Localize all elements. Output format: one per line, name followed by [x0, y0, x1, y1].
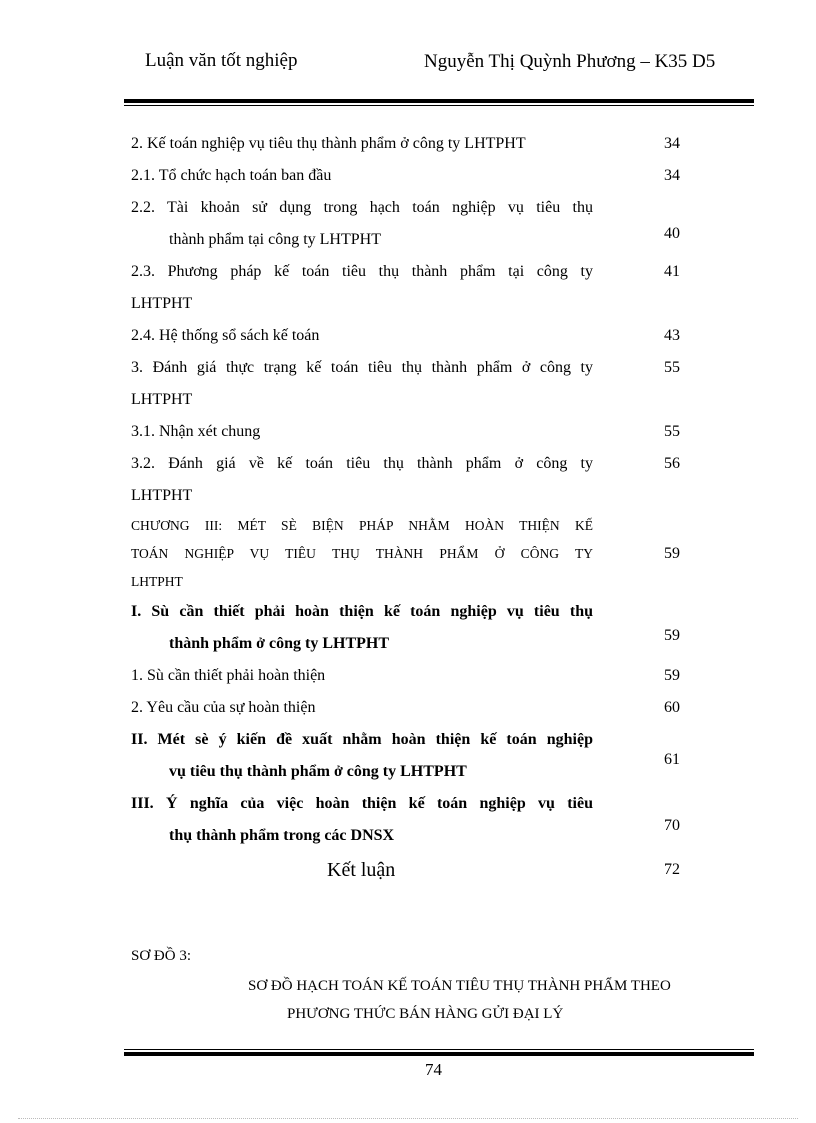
toc-entry-text: II. Mét sè ý kiến đề xuất nhằm hoàn thiện kế toán nghiệp	[131, 731, 593, 748]
page-edge-divider	[18, 1118, 798, 1119]
toc-entry	[131, 320, 691, 352]
diagram-title-line1: SƠ ĐỒ HẠCH TOÁN KẾ TOÁN TIÊU THỤ THÀNH PHẨM THEO	[248, 978, 671, 994]
toc-entry	[131, 352, 691, 416]
toc-entry	[131, 692, 691, 724]
toc-entry-page: 70	[664, 817, 680, 834]
header-rule	[124, 99, 754, 106]
toc-entry	[131, 128, 691, 160]
toc-entry-page: 72	[664, 861, 680, 878]
toc-entry-text: thành phẩm tại công ty LHTPHT	[169, 231, 381, 248]
toc-entry-text: 2.2. Tài khoản sử dụng trong hạch toán nghiệp vụ tiêu thụ	[131, 199, 593, 216]
toc-entry-page: 41	[664, 263, 680, 280]
table-of-contents	[131, 128, 691, 886]
header-author-title: Luận văn tốt nghiệp	[145, 50, 298, 71]
footer-rule	[124, 1049, 754, 1056]
toc-entry	[131, 448, 691, 512]
toc-entry	[131, 192, 691, 256]
toc-entry-text: LHTPHT	[131, 391, 193, 408]
toc-entry-page: 40	[664, 225, 680, 242]
toc-entry-text: 3.1. Nhận xét chung	[131, 423, 261, 440]
toc-entry-text: 2.3. Phương pháp kế toán tiêu thụ thành phẩm tại công ty	[131, 263, 593, 280]
toc-entry-section	[131, 724, 691, 788]
toc-entry-page: 43	[664, 327, 680, 344]
toc-entry-text: 3. Đánh giá thực trạng kế toán tiêu thụ thành phẩm ở công ty	[131, 359, 593, 376]
toc-entry-text: CHƯƠNG III: MÉT SÈ BIỆN PHÁP NHẰM HOÀN THIỆN KẾ	[131, 518, 593, 533]
toc-entry-page: 60	[664, 699, 680, 716]
diagram-label: SƠ ĐỒ 3:	[131, 948, 192, 964]
toc-entry-text: LHTPHT	[131, 574, 183, 589]
toc-entry-text: 2.1. Tổ chức hạch toán ban đầu	[131, 167, 332, 184]
toc-entry-page: 34	[664, 135, 680, 152]
toc-entry-text: I. Sù cần thiết phải hoàn thiện kế toán nghiệp vụ tiêu thụ	[131, 603, 593, 620]
toc-entry-page: 56	[664, 455, 680, 472]
page-number: 74	[425, 1060, 442, 1079]
toc-entry-section	[131, 788, 691, 852]
toc-entry-text: III. Ý nghĩa của việc hoàn thiện kế toán nghiệp vụ tiêu	[131, 795, 593, 812]
toc-entry-text: 1. Sù cần thiết phải hoàn thiện	[131, 667, 326, 684]
header-author-name: Nguyễn Thị Quỳnh Phương – K35 D5	[424, 51, 716, 72]
toc-entry-text: thành phẩm ở công ty LHTPHT	[169, 635, 390, 652]
toc-entry-page: 34	[664, 167, 680, 184]
toc-entry-page: 61	[664, 751, 680, 768]
toc-entry-text: 2.4. Hệ thống sổ sách kế toán	[131, 327, 320, 344]
toc-entry-text: 2. Yêu cầu của sự hoàn thiện	[131, 699, 316, 716]
toc-entry	[131, 256, 691, 320]
toc-entry-text: vụ tiêu thụ thành phẩm ở công ty LHTPHT	[169, 763, 467, 780]
toc-entry-text: 2. Kế toán nghiệp vụ tiêu thụ thành phẩm ở công ty LHTPHT	[131, 135, 526, 152]
toc-entry	[131, 660, 691, 692]
toc-entry-chapter	[131, 512, 691, 596]
toc-entry-page: 59	[664, 545, 680, 562]
toc-entry	[131, 160, 691, 192]
toc-entry-text: LHTPHT	[131, 295, 193, 312]
toc-entry-page: 59	[664, 667, 680, 684]
toc-entry-text: thụ thành phẩm trong các DNSX	[169, 827, 395, 844]
toc-entry	[131, 416, 691, 448]
toc-entry-text: TOÁN NGHIỆP VỤ TIÊU THỤ THÀNH PHẨM Ở CÔNG TY	[131, 546, 593, 561]
diagram-title-line2: PHƯƠNG THỨC BÁN HÀNG GỬI ĐẠI LÝ	[287, 1006, 564, 1022]
toc-entry-page: 59	[664, 627, 680, 644]
toc-entry-text: LHTPHT	[131, 487, 193, 504]
toc-entry-conclusion	[131, 854, 691, 886]
toc-entry-section	[131, 596, 691, 660]
toc-entry-text: Kết luận	[327, 859, 396, 881]
toc-entry-page: 55	[664, 423, 680, 440]
toc-entry-page: 55	[664, 359, 680, 376]
toc-entry-text: 3.2. Đánh giá về kế toán tiêu thụ thành phẩm ở công ty	[131, 455, 593, 472]
